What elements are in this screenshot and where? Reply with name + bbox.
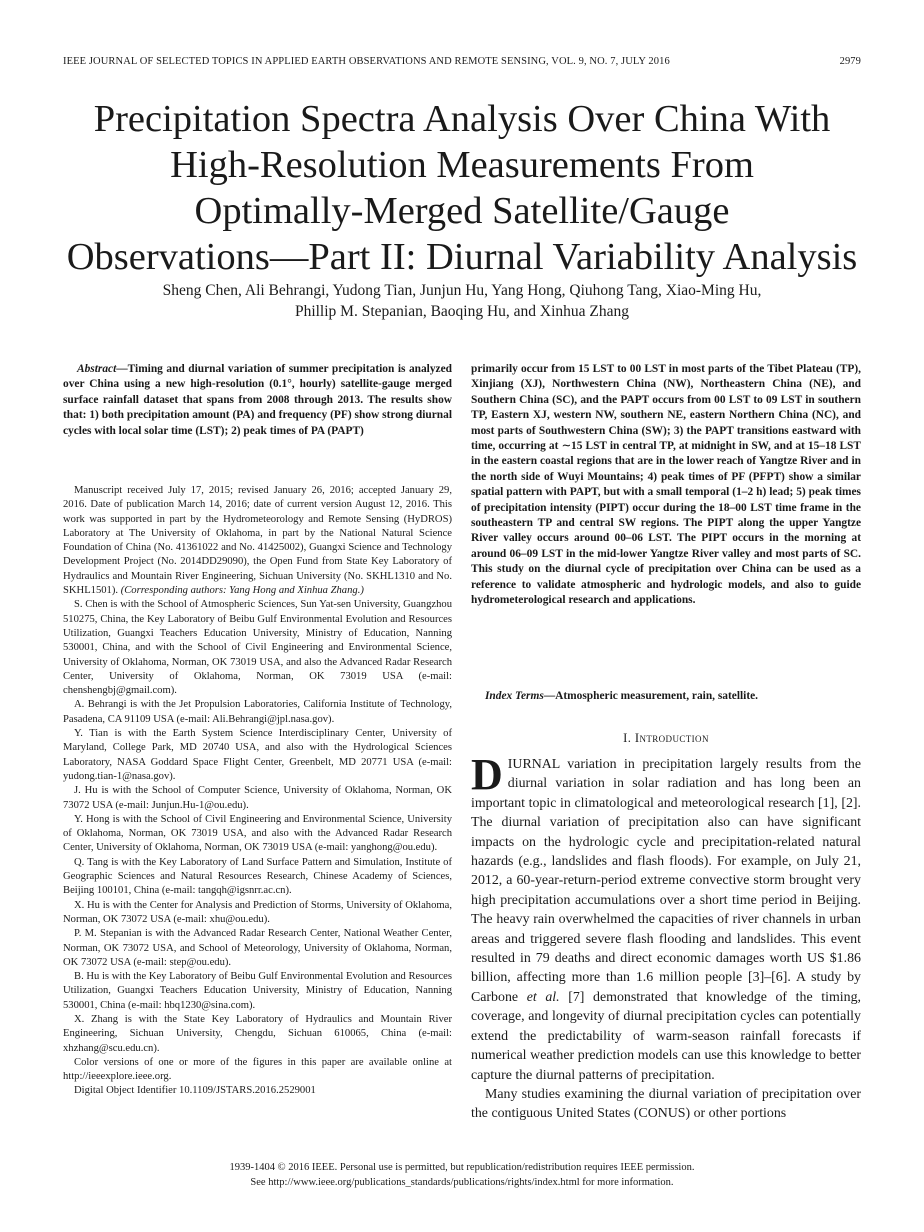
intro-paragraph: Many studies examining the diurnal variation of precipitation over the contiguous United States (CONUS) or other portions [471,1086,861,1122]
author-line: Sheng Chen, Ali Behrangi, Yudong Tian, Junjun Hu, Yang Hong, Qiuhong Tang, Xiao-Ming Hu, [162,282,762,299]
footnote-affiliation: Y. Tian is with the Earth System Science Interdisciplinary Center, University of Maryland, College Park, MD 20740 USA, and also with the Hydrological Sciences Laboratory, NASA Goddard Space Flight Center, Greenbelt, MD 20771 USA (e-mail: yudong.tian-1@nasa.gov). [63,728,452,782]
copyright-footer [60,1160,864,1190]
footnote-text: Manuscript received July 17, 2015; revised January 26, 2016; accepted January 29, 2016. Date of publication March 14, 2016; date of current version August 12, 2016. This work was supported in part by the Hydrometeorology and Remote Sensing (HyDROS) Laboratory at The University of Oklahoma, in part by the National Natural Science Foundation of China (No. 41361022 and No. 41425002), Guangxi Science and Technology Development Project (No. 2014DD29090), the Open Fund from State Key Laboratory of Hydraulics and Mountain River Engineering, Sichuan University (No. SKHL1310 and No. SKHL1501). [63,485,452,597]
footnote-affiliation: A. Behrangi is with the Jet Propulsion Laboratories, California Institute of Technology, Pasadena, CA 91109 USA (e-mail: Ali.Behrangi@jpl.nasa.gov). [63,699,452,725]
page-number: 2979 [839,56,861,67]
index-terms [471,689,861,704]
footnote-affiliation: X. Zhang is with the State Key Laboratory of Hydraulics and Mountain River Engineering, Sichuan University, Chengdu, Sichuan 610065, China (e-mail: xhzhang@scu.edu.cn). [63,1013,452,1054]
footnote-affiliation: X. Hu is with the Center for Analysis and Prediction of Storms, University of Oklahoma, Norman, OK 73072 USA (e-mail: xhu@ou.edu). [63,899,452,925]
author-list [60,280,864,322]
title-line: Optimally-Merged Satellite/Gauge [194,190,730,232]
section-heading [471,731,861,746]
index-terms-text: —Atmospheric measurement, rain, satellite. [543,690,759,702]
introduction-body [471,750,862,1124]
abstract-right: primarily occur from 15 LST to 00 LST in most parts of the Tibet Plateau (TP), Xinjiang (XJ), Northwestern China (NW), Northeastern China (NE), and Southern China (SC), and the PAPT occurs from 00 LST to 09 LST in southern TP, Eastern XJ, western NW, southern NE, eastern Northern China (NC), and most parts of Southwestern China (SW); 3) the PAPT transitions eastward with time, occurring at ∼15 LST in central TP, at midnight in SW, and at 15–18 LST in the eastern coastal regions that are in the lower reach of Yangtze River and in the north side of Wuyi Mountains; 4) peak times of PF (PFPT) show a similar spatial pattern with PAPT, but with a small temporal (1–2 h) lead; 5) peak times of precipitation intensity (PIPT) occur during the 18–00 LST time frame in the southeastern TP and central SW regions. The PIPT along the upper Yangtze River valley occurs around 00–06 LST. The PIPT occurs in the morning at around 06–09 LST in the mid-lower Yangtze River valley and most parts of SC. This study on the diurnal cycle of precipitation over China can be used as a reference to validate atmospheric and hydrologic models, and also to guide hydrometerological research and applications. [471,363,861,607]
footnote-affiliation: B. Hu is with the Key Laboratory of Beibu Gulf Environmental Evolution and Resources Utilization, Guangxi Teachers Education University, Ministry of Education, Nanning 530001, China (e-mail: hbq1230@sina.com). [63,971,452,1011]
footnote-affiliation: Q. Tang is with the Key Laboratory of Land Surface Pattern and Simulation, Institute of Geographic Sciences and Natural Resources Research, Chinese Academy of Sciences, Beijing 100101, China (e-mail: tangqh@igsnrr.ac.cn). [63,856,452,897]
corresponding-authors: (Corresponding authors: Yang Hong and Xinhua Zhang.) [120,585,364,597]
title-line: Observations—Part II: Diurnal Variability Analysis [66,236,858,278]
title-line: Precipitation Spectra Analysis Over China With [93,98,831,140]
intro-etal: et al. [526,989,560,1005]
abstract-left [63,362,452,439]
footnote-manuscript [63,484,452,598]
author-line: Phillip M. Stepanian, Baoqing Hu, and Xinhua Zhang [294,303,630,320]
rights-line: See http://www.ieee.org/publications_standards/publications/rights/index.html for more information. [250,1177,674,1188]
footnote-affiliation: Y. Hong is with the School of Civil Engineering and Environmental Science, University of Oklahoma, Norman, OK 73019 USA, and also with the Advanced Radar Research Center, University of Oklahoma, Norman, OK 73019 USA (e-mail: yanghong@ou.edu). [63,813,452,854]
journal-name: IEEE JOURNAL OF SELECTED TOPICS IN APPLIED EARTH OBSERVATIONS AND REMOTE SENSING, VOL. 9, NO. 7, JULY 2016 [63,56,670,67]
paper-title [60,96,864,280]
title-line: High-Resolution Measurements From [170,144,754,186]
footnote-color-note: Color versions of one or more of the figures in this paper are available online at http://ieeexplore.ieee.org. [63,1056,452,1083]
footnotes [63,484,452,1099]
abstract-label: Abstract [77,363,117,375]
footnote-affiliation: P. M. Stepanian is with the Advanced Radar Research Center, National Weather Center, Norman, OK 73072 USA, and School of Meteorology, University of Oklahoma, Norman, OK 73072 USA (e-mail: step@ou.edu). [63,928,452,968]
index-terms-label: Index Terms [485,690,544,702]
footnote-affiliation: S. Chen is with the School of Atmospheric Sciences, Sun Yat-sen University, Guangzhou 510275, China, the Key Laboratory of Beibu Gulf Environmental Evolution and Resources Utilization, Guangxi Teachers Education University, Ministry of Education, Nanning 530001, China, and with the School of Civil Engineering and Environmental Science, University of Oklahoma, Norman, OK 73019 USA, and also the Advanced Radar Research Center, University of Oklahoma, Norman, OK 73019 USA (e-mail: chenshengbj@gmail.com). [63,599,452,697]
intro-paragraph [471,750,862,1085]
drop-cap: D [471,750,503,799]
section-number: I. [623,731,632,745]
intro-text: IURNAL variation in precipitation largely results from the diurnal variation in solar radiation and has long been an important topic in climatological and meteorological research [1], [2]. The diurnal variation of precipitation also can have significant impacts on the hydrologic cycle and precipitation-related natural hazards (e.g., landslides and flash floods). For example, on July 21, 2012, a 60-year-return-period extreme convective storm brought very high precipitation accumulations over a short time period in Beijing. The heavy rain overwhelmed the capacities of river channels in urban areas and triggered severe flash flooding and landslides. This event resulted in 79 deaths and direct economic damages worth US $1.86 billion, affecting more than 1.6 million people [3]–[6]. A study by Carbone [471,757,861,1005]
abstract-text-left: —Timing and diurnal variation of summer precipitation is analyzed over China using a new high-resolution (0.1°, hourly) satellite-gauge merged surface rainfall dataset that spans from 2008 through 2013. The results show that: 1) both precipitation amount (PA) and frequency (PF) show strong diurnal cycles with local solar time (LST); 2) peak times of PA (PAPT) [63,363,452,437]
footnote-affiliation: J. Hu is with the School of Computer Science, University of Oklahoma, Norman, OK 73072 USA (e-mail: Junjun.Hu-1@ou.edu). [63,785,452,811]
footnote-doi: Digital Object Identifier 10.1109/JSTARS.2016.2529001 [74,1085,316,1097]
copyright-line: 1939-1404 © 2016 IEEE. Personal use is permitted, but republication/redistribution requires IEEE permission. [229,1162,695,1173]
section-title: Introduction [634,731,709,745]
intro-text: [7] demonstrated that knowledge of the timing, coverage, and longevity of diurnal precipitation cycles can potentially extend the predictability of warm-season rainfall forecasts if numerical weather prediction models can use this knowledge to better capture the diurnal patterns of precipitation. [471,989,862,1083]
